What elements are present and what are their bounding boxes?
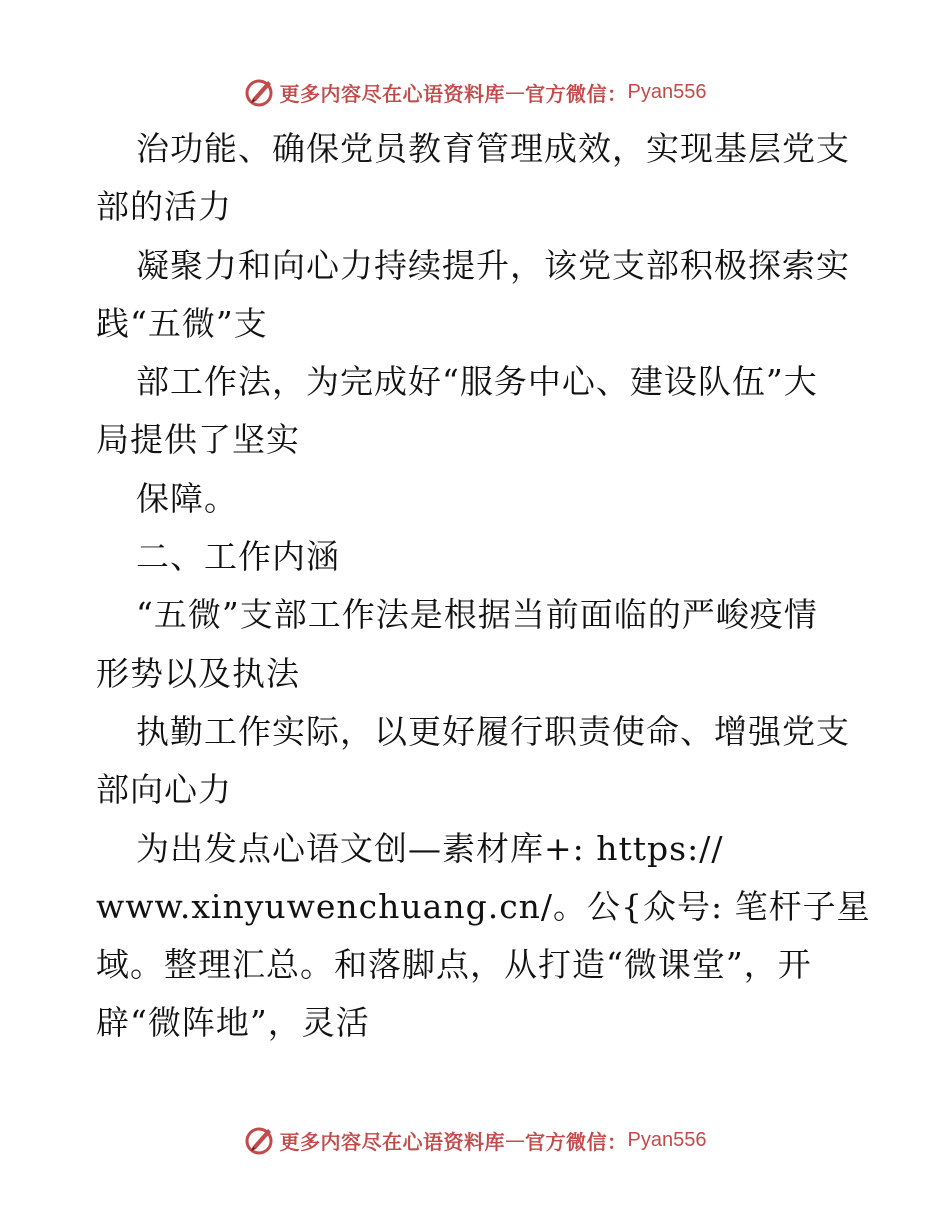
paragraph-line: “五微”支部工作法是根据当前面临的严峻疫情 bbox=[136, 595, 818, 635]
paragraph-line: 辟“微阵地”，灵活 bbox=[96, 1003, 370, 1043]
quill-seal-icon bbox=[244, 1124, 276, 1156]
paragraph-line: 部的活力 bbox=[96, 187, 232, 227]
header-banner bbox=[0, 72, 950, 112]
paragraph-line: 践“五微”支 bbox=[96, 303, 268, 343]
paragraph-line: 局提供了坚实 bbox=[96, 420, 300, 460]
paragraph-line: 保障。 bbox=[136, 478, 238, 518]
footer-site-text: 更多内容尽在心语资料库 bbox=[279, 1129, 506, 1154]
header-account-text: 官方微信： bbox=[525, 81, 628, 106]
header-separator: — bbox=[505, 80, 526, 104]
footer-separator: — bbox=[505, 1128, 526, 1152]
paragraph-line: 治功能、确保党员教育管理成效，实现基层党支 bbox=[136, 129, 850, 168]
paragraph-line: 部向心力 bbox=[96, 770, 232, 810]
paragraph-line: 凝聚力和向心力持续提升，该党支部积极探索实 bbox=[136, 245, 850, 285]
document-body bbox=[96, 120, 871, 1053]
paragraph-line: www.xinyuwenchuang.cn/。公{众号: 笔杆子星 bbox=[96, 886, 871, 926]
paragraph-line: 形势以及执法 bbox=[96, 653, 300, 693]
footer-account-id: Pyan556 bbox=[627, 1128, 707, 1151]
section-heading: 二、工作内涵 bbox=[136, 537, 340, 577]
footer-banner bbox=[0, 1120, 950, 1160]
paragraph-line: 部工作法，为完成好“服务中心、建设队伍”大 bbox=[136, 362, 818, 402]
quill-seal-icon bbox=[244, 76, 276, 108]
paragraph-line: 执勤工作实际，以更好履行职责使命、增强党支 bbox=[136, 711, 850, 751]
header-account-id: Pyan556 bbox=[627, 80, 707, 103]
footer-account-text: 官方微信： bbox=[525, 1129, 628, 1154]
paragraph-line: 域。整理汇总。和落脚点，从打造“微课堂”，开 bbox=[96, 945, 812, 985]
paragraph-line: 为出发点心语文创—素材库+: https:// bbox=[136, 828, 724, 868]
header-site-text: 更多内容尽在心语资料库 bbox=[279, 81, 506, 106]
